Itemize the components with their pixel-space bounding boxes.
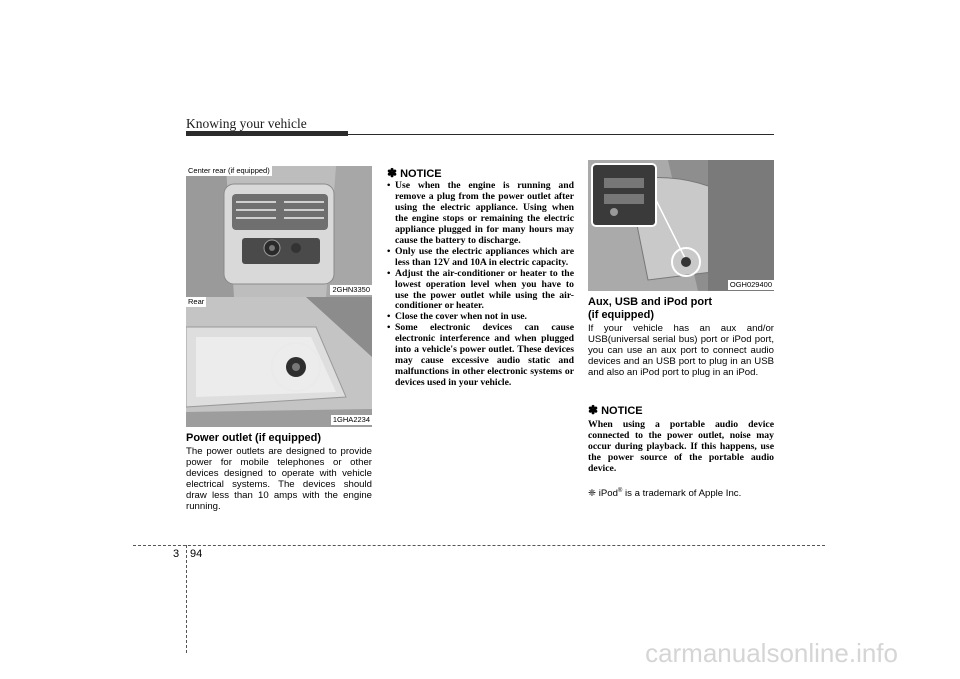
rear-outlet-illustration bbox=[186, 297, 372, 427]
photo-label-rear: Rear bbox=[188, 297, 205, 306]
trademark-text: is a trademark of Apple Inc. bbox=[622, 488, 742, 500]
center-rear-illustration bbox=[186, 166, 372, 297]
notice-1-item: • Adjust the air-conditioner or heater to the lowest operation level when you have to use the power outlet while using the air-conditioner or heater. bbox=[387, 269, 574, 313]
notice-2-title-text: NOTICE bbox=[601, 405, 643, 417]
notice-2-marker-icon: ✽ bbox=[588, 403, 599, 417]
photo-label-center-rear: Center rear (if equipped) bbox=[188, 166, 270, 175]
center-rear-outlet-photo bbox=[186, 166, 372, 297]
notice-1-title-text: NOTICE bbox=[400, 168, 442, 180]
power-outlet-body: The power outlets are designed to provide power for mobile telephones or other devices designed to operate with vehicle electrical systems. The devices should draw less than 10 amps with the engine running. bbox=[186, 446, 372, 513]
power-outlet-heading: Power outlet (if equipped) bbox=[186, 432, 322, 444]
trademark-brand: iPod bbox=[598, 488, 618, 500]
notice-1-item: • Some electronic devices can cause electronic interference and when plugged into a vehicle's power outlet. These devices may cause excessive audio static and malfunctions in other electronic systems or devices used in your vehicle. bbox=[387, 323, 574, 389]
aux-usb-port-photo bbox=[588, 160, 774, 291]
trademark-reg-symbol: ® bbox=[617, 488, 623, 494]
photo-code-rear: 1GHA2234 bbox=[332, 415, 370, 424]
aux-usb-heading bbox=[588, 296, 712, 321]
page-number: 94 bbox=[190, 548, 203, 560]
photo-code-center-rear: 2GHN3350 bbox=[332, 285, 370, 294]
notice-1-item: • Close the cover when not in use. bbox=[387, 312, 574, 323]
chapter-number: 3 bbox=[173, 548, 180, 560]
header-rule-thin bbox=[186, 134, 774, 135]
aux-usb-illustration bbox=[588, 160, 774, 291]
notice-1-marker-icon: ✽ bbox=[387, 166, 398, 180]
aux-usb-body: If your vehicle has an aux and/or USB(universal serial bus) port or iPod port, you can use an aux port to connect audio devices and an USB port to plug in an USB and also an iPod port to plug in an iPod. bbox=[588, 323, 774, 379]
rear-outlet-photo bbox=[186, 297, 372, 427]
notice-1-title bbox=[387, 166, 442, 180]
page-header-title: Knowing your vehicle bbox=[186, 116, 307, 131]
notice-1-item: • Use when the engine is running and remove a plug from the power outlet after using the electric appliance. Using when the engine stops or remaining the electric appliance plugged in for many hours may cause the battery to discharge. bbox=[387, 181, 574, 247]
trademark-marker-icon: ❈ bbox=[588, 488, 597, 500]
aux-heading-line-1: Aux, USB and iPod port bbox=[588, 296, 713, 308]
notice-2-title bbox=[588, 403, 643, 417]
photo-code-aux: OGH029400 bbox=[729, 280, 772, 289]
notice-2-body: When using a portable audio device connected to the power outlet, noise may occur during playback. If this happens, use the power source of the portable audio device. bbox=[588, 419, 774, 474]
trademark-note bbox=[588, 488, 741, 499]
watermark: carmanualsonline.info bbox=[645, 638, 898, 668]
notice-1-list bbox=[387, 181, 574, 389]
notice-1-item: • Only use the electric appliances which are less than 12V and 10A in electric capacity. bbox=[387, 247, 574, 269]
footer-dashed-divider bbox=[186, 545, 187, 653]
footer-dashed-rule bbox=[133, 545, 825, 546]
aux-heading-line-2: (if equipped) bbox=[588, 308, 654, 321]
